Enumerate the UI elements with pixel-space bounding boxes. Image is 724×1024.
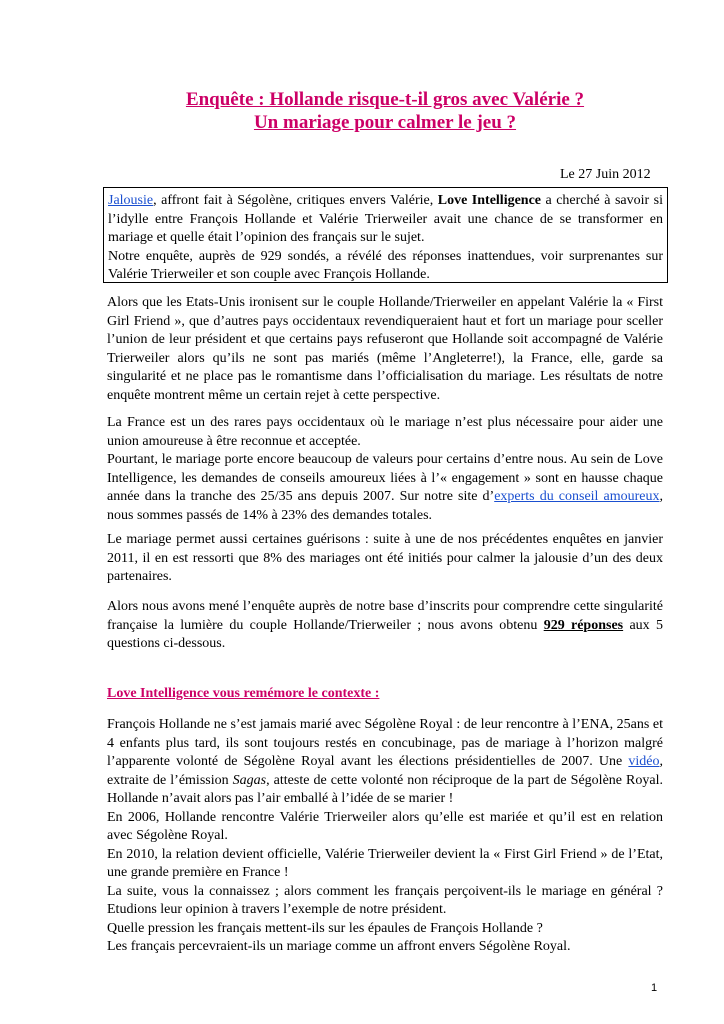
intro-text-1: , affront fait à Ségolène, critiques envers Valérie, — [153, 193, 438, 208]
show-name: Sagas — [232, 772, 267, 788]
paragraph-2-body — [107, 451, 663, 525]
paragraph-4-text-start: Alors nous avons mené l’enquête auprès de notre base d’inscrits pour comprendre cette singularité française la lumière du couple Hollande/Trierweiler ; nous avons obtenu — [107, 599, 663, 633]
paragraph-2-text-end: , nous sommes passés de 14% à 23% des demandes totales. — [107, 489, 664, 523]
context-paragraph-2: En 2006, Hollande rencontre Valérie Trierweiler alors qu’elle est mariée et qu’il est en relation avec Ségolène Royal. — [107, 809, 663, 843]
page-number: 1 — [651, 982, 658, 994]
paragraph-4-text-end: aux 5 questions ci-dessous. — [107, 617, 663, 651]
brand-name: Love Intelligence — [437, 193, 542, 208]
intro-box — [103, 187, 668, 283]
response-count: 929 réponses — [543, 617, 624, 633]
paragraph-2-text-start: Pourtant, le mariage porte encore beaucoup de valeurs pour certains d’entre nous. Au sein de Love Intelligence, les demandes de conseils amoureux liées à l’« engagement » sont en hausse chaque année dans la tranche des 25/35 ans depuis 2007. Sur notre site d’ — [107, 452, 663, 504]
context-text-start: François Hollande ne s’est jamais marié avec Ségolène Royal : de leur rencontre à l’ENA, 25ans et 4 enfants plus tard, ils sont toujours restés en concubinage, pas de mariage à l’horizon malgré l’apparente volonté de Ségolène Royal avant les élections présidentielles de 2007. Une — [107, 717, 663, 769]
experts-link[interactable]: experts du conseil amoureux — [494, 489, 660, 504]
video-link[interactable]: vidéo — [628, 754, 660, 769]
paragraph-2-line-1: La France est un des rares pays occidentaux où le mariage n’est plus nécessaire pour aider une union amoureuse à être reconnue et acceptée. — [107, 415, 663, 449]
article-date: Le 27 Juin 2012 — [560, 167, 651, 182]
intro-paragraph — [108, 192, 663, 248]
context-block — [107, 716, 663, 957]
title-line-2: Un mariage pour calmer le jeu ? — [253, 112, 517, 133]
context-paragraph-5: Quelle pression les français mettent-ils sur les épaules de François Hollande ? — [107, 920, 543, 936]
title-line-1: Enquête : Hollande risque-t-il gros avec Valérie ? — [185, 89, 585, 110]
paragraph-1: Alors que les Etats-Unis ironisent sur le couple Hollande/Trierweiler en appelant Valérie la « First Girl Friend », que d’autres pays occidentaux revendiqueraient haut et fort un mariage pour sceller l’union de leur président et que certains pays refuseront que Hollande soit accompagné de Valérie Trierweiler alors qu’ils ne sont pas mariés (même l’Angleterre!), la France, elle, garde sa singularité et ne place pas le romantisme dans l’officialisation du mariage. Les résultats de notre enquête montrent même un certain rejet à cette perspective. — [107, 295, 663, 403]
context-paragraph-3: En 2010, la relation devient officielle, Valérie Trierweiler devient la « First Girl Friend » de l’Etat, une grande première en France ! — [107, 846, 663, 880]
context-paragraph-1 — [107, 716, 663, 809]
intro-paragraph-2: Notre enquête, auprès de 929 sondés, a révélé des réponses inattendues, voir surprenantes sur Valérie Trierweiler et son couple avec François Hollande. — [108, 248, 663, 282]
paragraph-2 — [107, 414, 663, 525]
context-paragraph-4: La suite, vous la connaissez ; alors comment les français perçoivent-ils le mariage en général ? Etudions leur opinion à travers l’exemple de notre président. — [107, 883, 663, 917]
jalousie-link[interactable]: Jalousie — [108, 193, 154, 208]
context-text-end: , atteste de cette volonté non réciproque de la part de Ségolène Royal. Hollande n’avait alors pas l’air emballé à l’idée de se marier ! — [107, 772, 663, 806]
paragraph-3: Le mariage permet aussi certaines guérisons : suite à une de nos précédentes enquêtes en janvier 2011, il en est ressorti que 8% des mariages ont été initiés pour calmer la jalousie d’un des deux partenaires. — [107, 532, 663, 584]
context-text-mid: , extraite de l’émission — [107, 754, 663, 788]
context-paragraph-6: Les français percevraient-ils un mariage comme un affront envers Ségolène Royal. — [107, 939, 571, 954]
section-title: Love Intelligence vous remémore le contexte : — [107, 686, 380, 701]
paragraph-4 — [107, 598, 663, 654]
intro-text-2: a cherché à savoir si l’idylle entre François Hollande et Valérie Trierweiler avait une chance de se transformer en mariage et quelle était l’opinion des français sur le sujet. — [108, 193, 663, 245]
